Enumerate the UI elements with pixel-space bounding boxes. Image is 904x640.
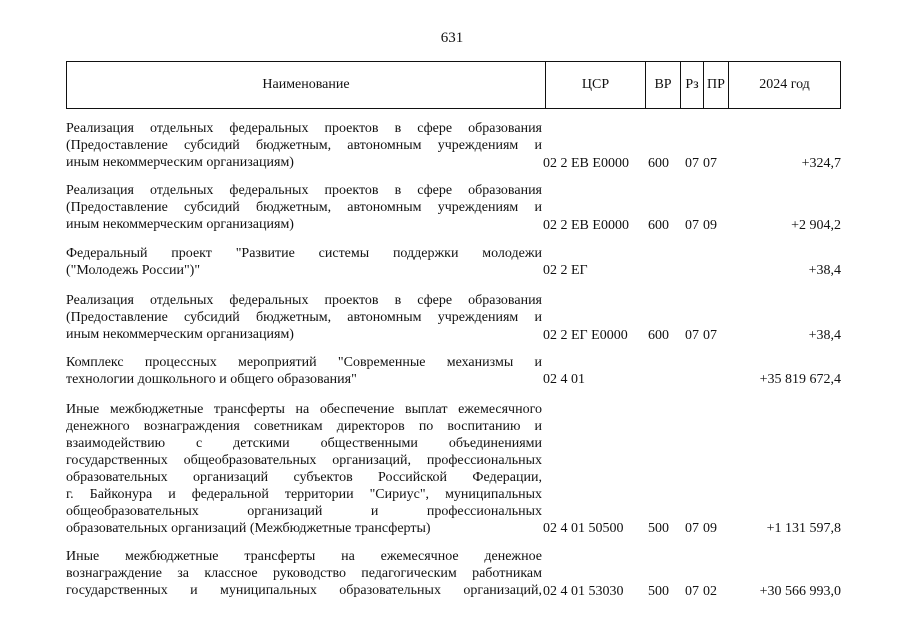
table-row (66, 292, 841, 344)
row-csr: 02 2 EB E0000 (543, 156, 629, 171)
row-csr: 02 2 EГ (543, 263, 588, 278)
row-name (66, 182, 542, 233)
row-csr: 02 4 01 (543, 372, 585, 387)
row-rz: 07 (685, 218, 699, 233)
row-vr: 600 (648, 328, 669, 343)
row-vr: 500 (648, 521, 669, 536)
row-csr: 02 2 EГ E0000 (543, 328, 628, 343)
row-name-line: иным некоммерческим организациям) (66, 327, 294, 342)
row-name-line: технологии дошкольного и общего образования" (66, 372, 357, 387)
table-row (66, 401, 841, 537)
row-rz: 07 (685, 521, 699, 536)
row-rz: 07 (685, 584, 699, 599)
table-row (66, 245, 841, 279)
row-name (66, 245, 542, 279)
table-header (66, 61, 841, 109)
row-name (66, 120, 542, 171)
row-amount: +324,7 (801, 156, 841, 171)
row-name-line: денежного вознаграждения советникам директоров по воспитанию и (66, 419, 542, 434)
row-name-line: Федеральный проект "Развитие системы поддержки молодежи (66, 246, 542, 261)
row-name-line: образовательных организаций (Межбюджетные трансферты) (66, 521, 431, 536)
row-name-line: общеобразовательных организаций и профессиональных (66, 504, 542, 519)
row-pr: 09 (703, 218, 717, 233)
row-name-line: (Предоставление субсидий бюджетным, автономным учреждениям и (66, 138, 542, 153)
row-name-line: г. Байконура и федеральной территории "Сириус", муниципальных (66, 487, 542, 502)
row-amount: +30 566 993,0 (759, 584, 841, 599)
header-csr: ЦСР (546, 62, 646, 108)
row-name-line: иным некоммерческим организациям) (66, 217, 294, 232)
row-name-line: Иные межбюджетные трансферты на обеспечение выплат ежемесячного (66, 402, 542, 417)
table-row (66, 120, 841, 172)
row-name-line: государственных и муниципальных образовательных организаций, (66, 583, 542, 598)
table-row (66, 182, 841, 234)
row-csr: 02 4 01 50500 (543, 521, 624, 536)
row-amount: +38,4 (808, 328, 841, 343)
row-amount: +35 819 672,4 (759, 372, 841, 387)
row-amount: +1 131 597,8 (766, 521, 841, 536)
row-rz: 07 (685, 156, 699, 171)
row-name (66, 354, 542, 388)
row-name-line: иным некоммерческим организациям) (66, 155, 294, 170)
row-name-line: вознаграждение за классное руководство педагогическим работникам (66, 566, 542, 581)
row-pr: 02 (703, 584, 717, 599)
row-csr: 02 4 01 53030 (543, 584, 624, 599)
row-rz: 07 (685, 328, 699, 343)
row-pr: 07 (703, 328, 717, 343)
page-number: 631 (440, 30, 464, 46)
header-vr: ВР (646, 62, 681, 108)
row-amount: +38,4 (808, 263, 841, 278)
row-name-line: (Предоставление субсидий бюджетным, автономным учреждениям и (66, 310, 542, 325)
header-pr: ПР (704, 62, 729, 108)
table-row (66, 354, 841, 388)
row-name (66, 401, 542, 537)
header-year: 2024 год (759, 77, 810, 92)
row-vr: 600 (648, 218, 669, 233)
table-row (66, 548, 841, 600)
row-name-line: Реализация отдельных федеральных проектов в сфере образования (66, 121, 542, 136)
row-name-line: государственных общеобразовательных организаций, профессиональных (66, 453, 542, 468)
header-name: Наименование (67, 62, 546, 108)
row-amount: +2 904,2 (791, 218, 841, 233)
row-csr: 02 2 EB E0000 (543, 218, 629, 233)
row-pr: 09 (703, 521, 717, 536)
row-vr: 500 (648, 584, 669, 599)
row-name-line: образовательных организаций субъектов Российской Федерации, (66, 470, 542, 485)
header-rz: Рз (681, 62, 704, 108)
row-name (66, 548, 542, 599)
row-name-line: взаимодействию с детскими общественными объединениями (66, 436, 542, 451)
row-name-line: Иные межбюджетные трансферты на ежемесячное денежное (66, 549, 542, 564)
row-vr: 600 (648, 156, 669, 171)
row-name (66, 292, 542, 343)
row-name-line: (Предоставление субсидий бюджетным, автономным учреждениям и (66, 200, 542, 215)
row-pr: 07 (703, 156, 717, 171)
row-name-line: Комплекс процессных мероприятий "Современные механизмы и (66, 355, 542, 370)
row-name-line: ("Молодежь России")" (66, 263, 201, 278)
row-name-line: Реализация отдельных федеральных проектов в сфере образования (66, 293, 542, 308)
row-name-line: Реализация отдельных федеральных проектов в сфере образования (66, 183, 542, 198)
